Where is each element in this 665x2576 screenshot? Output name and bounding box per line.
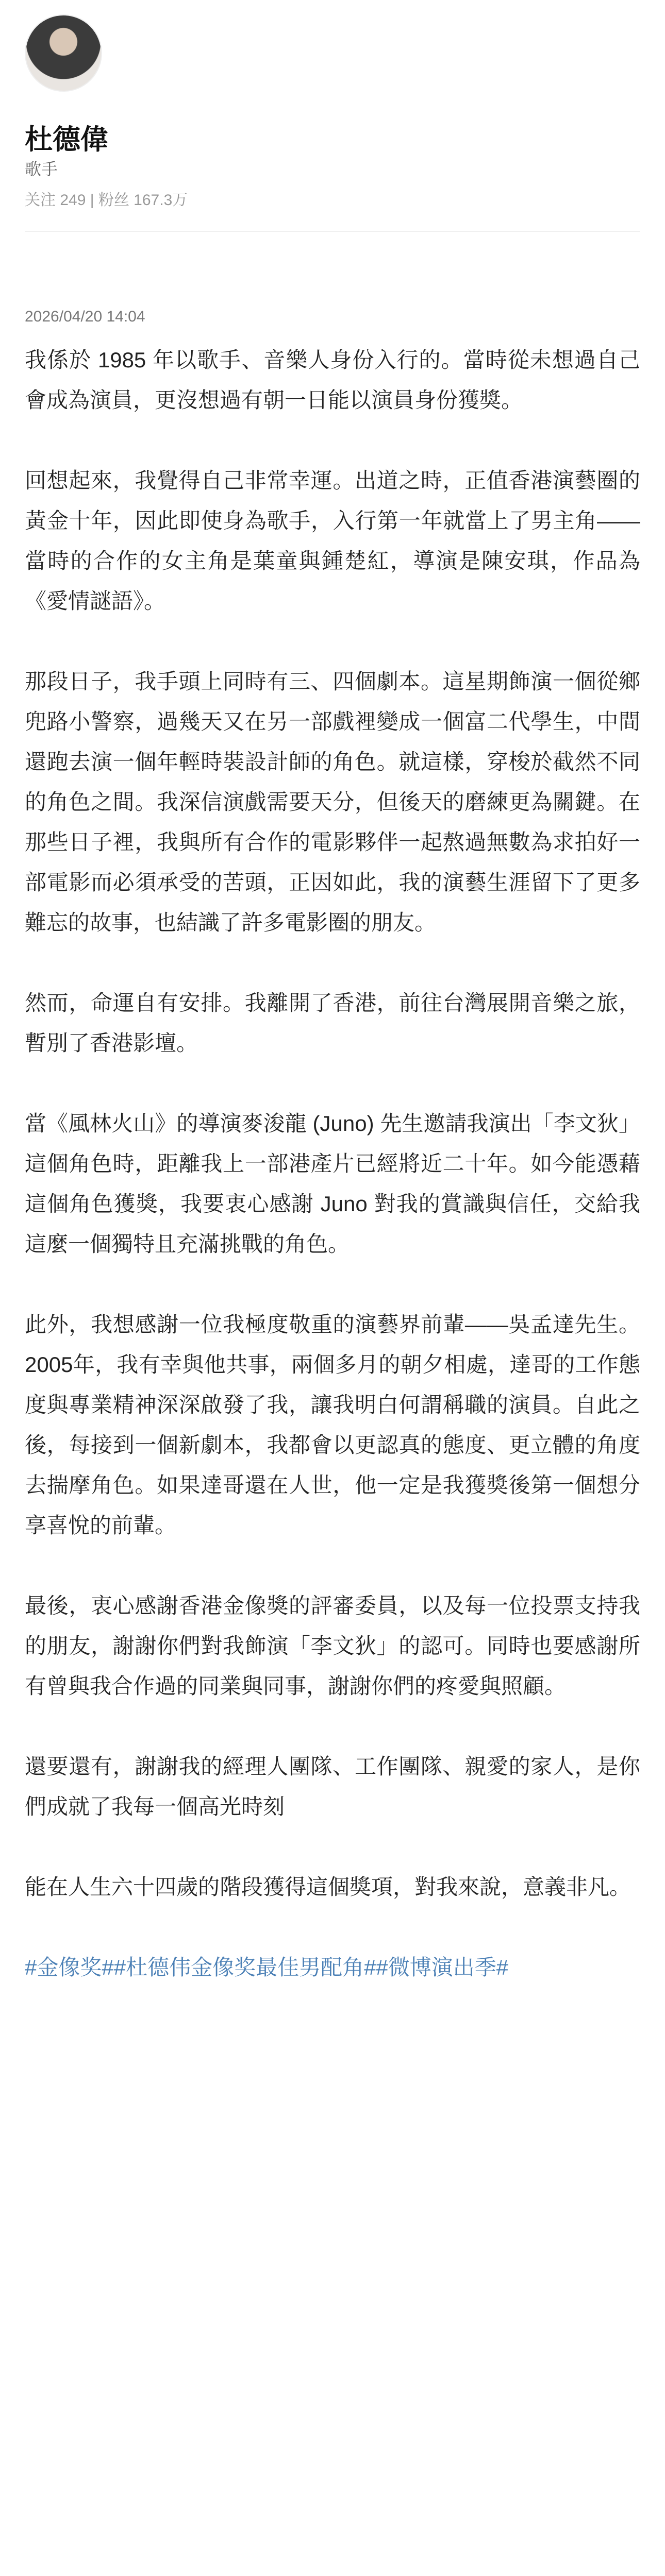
post-body — [25, 340, 640, 2028]
post-paragraph: 能在人生六十四歲的階段獲得這個獎項，對我來說，意義非凡。 — [25, 1875, 631, 1899]
profile-stats: 关注 249 | 粉丝 167.3万 — [25, 192, 188, 209]
avatar[interactable] — [25, 14, 102, 92]
post-timestamp: 2026/04/20 14:04 — [25, 308, 145, 325]
profile-role: 歌手 — [25, 160, 58, 178]
post-paragraph: 回想起來，我覺得自己非常幸運。出道之時，正值香港演藝圈的黃金十年，因此即使身為歌手，入行第一年就當上了男主角——當時的合作的女主角是葉童與鍾楚紅，導演是陳安琪，作品為《愛情謎語》。 — [25, 468, 640, 613]
profile-name[interactable]: 杜德偉 — [25, 124, 108, 155]
post-paragraph: 那段日子，我手頭上同時有三、四個劇本。這星期飾演一個從鄉兜路小警察，過幾天又在另一部戲裡變成一個富二代學生，中間還跑去演一個年輕時裝設計師的角色。就這樣，穿梭於截然不同的角色之間。我深信演戲需要天分，但後天的磨練更為關鍵。在那些日子裡，我與所有合作的電影夥伴一起熬過無數為求拍好一部電影而必須承受的苦頭，正因如此，我的演藝生涯留下了更多難忘的故事，也結識了許多電影圈的朋友。 — [25, 669, 640, 935]
post-paragraph: 此外，我想感謝一位我極度敬重的演藝界前輩——吳孟達先生。2005年，我有幸與他共事，兩個多月的朝夕相處，達哥的工作態度與專業精神深深啟發了我，讓我明白何謂稱職的演員。自此之後，每接到一個新劇本，我都會以更認真的態度、更立體的角度去揣摩角色。如果達哥還在人世，他一定是我獲獎後第一個想分享喜悅的前輩。 — [25, 1312, 640, 1537]
post-paragraph: 最後，衷心感謝香港金像獎的評審委員，以及每一位投票支持我的朋友，謝謝你們對我飾演「李文狄」的認可。同時也要感謝所有曾與我合作過的同業與同事，謝謝你們的疼愛與照顧。 — [25, 1594, 640, 1698]
divider — [25, 231, 640, 232]
post-paragraph: 當《風林火山》的導演麥浚龍 (Juno) 先生邀請我演出「李文狄」這個角色時，距離我上一部港產片已經將近二十年。如今能憑藉這個角色獲獎，我要衷心感謝 Juno 對我的賞識與信任，交給我這麼一個獨特且充滿挑戰的角色。 — [25, 1111, 640, 1256]
post-paragraph: 還要還有，謝謝我的經理人團隊、工作團隊、親愛的家人，是你們成就了我每一個高光時刻 — [25, 1754, 640, 1819]
post-hashtags[interactable]: #金像奖##杜德伟金像奖最佳男配角##微博演出季# — [25, 1955, 509, 1979]
post-paragraph: 然而，命運自有安排。我離開了香港，前往台灣展開音樂之旅，暫別了香港影壇。 — [25, 991, 640, 1055]
post-paragraph: 我係於 1985 年以歌手、音樂人身份入行的。當時從未想過自己會成為演員，更沒想過有朝一日能以演員身份獲獎。 — [25, 348, 640, 412]
